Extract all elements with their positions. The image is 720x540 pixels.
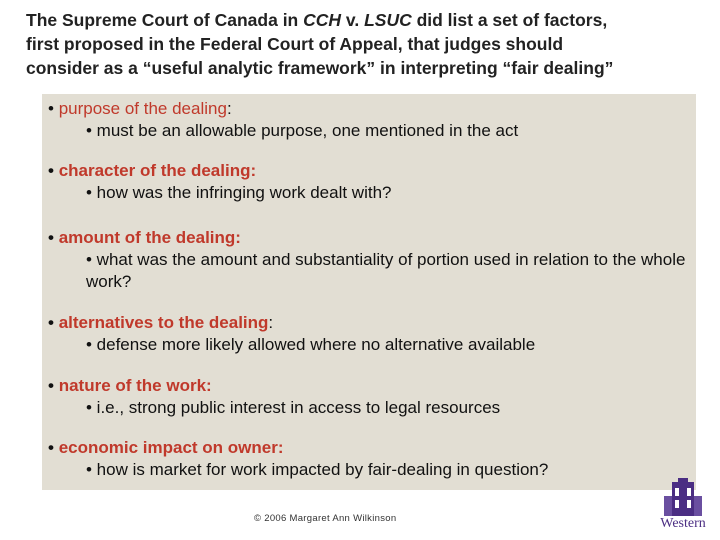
bullet: • bbox=[48, 99, 54, 118]
western-logo bbox=[652, 478, 714, 534]
factor-nature bbox=[48, 375, 688, 419]
title-line-3: consider as a “useful analytic framework” in interpreting “fair dealing” bbox=[26, 58, 614, 78]
factor-separator: : bbox=[226, 99, 232, 118]
slide-title bbox=[26, 8, 706, 80]
tower-icon bbox=[652, 478, 714, 518]
case-name-lsuc: LSUC bbox=[364, 10, 412, 30]
factor-separator: : bbox=[268, 313, 274, 332]
case-name-cch: CCH bbox=[303, 10, 342, 30]
bullet: • bbox=[48, 161, 54, 180]
factor-label: alternatives to the dealing bbox=[58, 313, 269, 332]
title-text: did list a set of factors, bbox=[411, 10, 608, 30]
factor-label: purpose of the dealing bbox=[58, 99, 227, 118]
title-text: The Supreme Court of Canada in bbox=[26, 10, 304, 30]
factor-label: amount of the dealing: bbox=[58, 228, 241, 247]
factor-economic-impact bbox=[48, 437, 688, 481]
factor-detail: • how is market for work impacted by fair-dealing in question? bbox=[86, 460, 549, 479]
factor-label: character of the dealing: bbox=[58, 161, 257, 180]
factor-detail: • defense more likely allowed where no alternative available bbox=[86, 335, 536, 354]
title-text: v. bbox=[341, 10, 365, 30]
factor-alternatives bbox=[48, 312, 688, 356]
factor-purpose bbox=[48, 98, 688, 142]
bullet: • bbox=[48, 313, 54, 332]
factor-detail: • must be an allowable purpose, one mentioned in the act bbox=[86, 121, 519, 140]
logo-text: Western bbox=[660, 516, 706, 531]
factor-detail: • how was the infringing work dealt with? bbox=[86, 183, 392, 202]
factor-amount bbox=[48, 227, 688, 293]
factor-label: economic impact on owner: bbox=[58, 438, 284, 457]
factor-label: nature of the work: bbox=[58, 376, 212, 395]
factor-detail: • i.e., strong public interest in access to legal resources bbox=[86, 398, 501, 417]
copyright-footer: © 2006 Margaret Ann Wilkinson bbox=[254, 513, 397, 524]
factors-panel bbox=[42, 94, 696, 490]
title-line-1 bbox=[26, 8, 706, 32]
bullet: • bbox=[48, 228, 54, 247]
title-line-2: first proposed in the Federal Court of Appeal, that judges should bbox=[26, 34, 564, 54]
factor-character bbox=[48, 160, 688, 204]
factor-detail: • what was the amount and substantiality of portion used in relation to the whole work? bbox=[86, 250, 686, 291]
bullet: • bbox=[48, 376, 54, 395]
bullet: • bbox=[48, 438, 54, 457]
